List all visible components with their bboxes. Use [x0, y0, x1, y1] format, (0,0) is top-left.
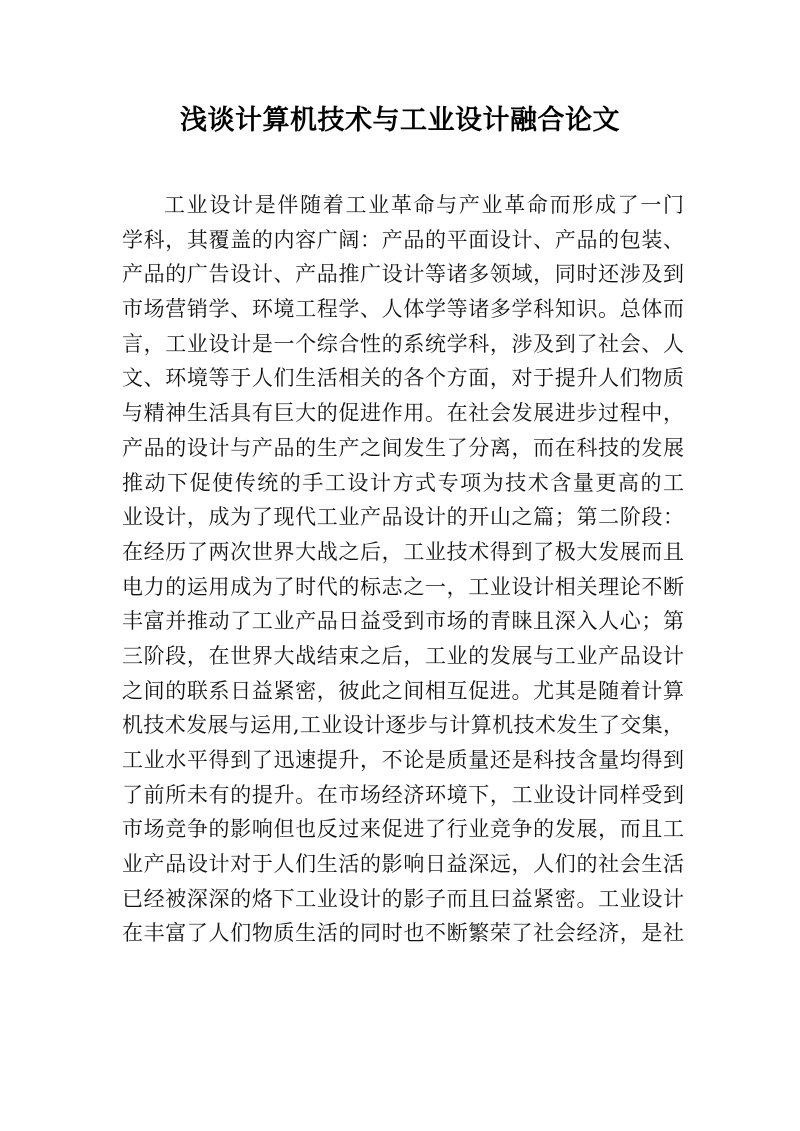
- paragraph-line: 与精神生活具有巨大的促进作用。在社会发展进步过程中，: [122, 401, 684, 426]
- paragraph-line: 文、环境等于人们生活相关的各个方面，对于提升人们物质: [122, 366, 684, 391]
- paragraph-line: 丰富并推动了工业产品日益受到市场的青睐且深入人心；第: [122, 609, 684, 634]
- paragraph-line: 三阶段，在世界大战结束之后，工业的发展与工业产品设计: [122, 643, 684, 668]
- paragraph-line: 推动下促使传统的手工设计方式专项为技术含量更高的工: [122, 470, 684, 495]
- paragraph-line: 之间的联系日益紧密，彼此之间相互促进。尤其是随着计算: [122, 678, 684, 703]
- document-title: 浅谈计算机技术与工业设计融合论文: [180, 105, 620, 136]
- paragraph-line: 工业水平得到了迅速提升，不论是质量还是科技含量均得到: [122, 748, 684, 772]
- paragraph-line: 在经历了两次世界大战之后，工业技术得到了极大发展而且: [122, 539, 684, 564]
- paragraph-line: 产品的广告设计、产品推广设计等诸多领域，同时还涉及到: [122, 262, 684, 287]
- paragraph-line: 电力的运用成为了时代的标志之一，工业设计相关理论不断: [122, 574, 684, 599]
- paragraph-line: 业设计，成为了现代工业产品设计的开山之篇；第二阶段：: [122, 505, 684, 530]
- paragraph-line: 市场竞争的影响但也反过来促进了行业竞争的发展，而且工: [122, 817, 684, 842]
- paragraph-line: 学科，其覆盖的内容广阔：产品的平面设计、产品的包装、: [122, 227, 684, 252]
- paragraph-line: 市场营销学、环境工程学、人体学等诸多学科知识。总体而: [122, 297, 684, 322]
- paragraph-line: 了前所未有的提升。在市场经济环境下，工业设计同样受到: [122, 782, 684, 807]
- paragraph-line: 已经被深深的烙下工业设计的影子而且曰益紧密。工业设计: [122, 886, 684, 911]
- paragraph-line: 产品的设计与产品的生产之间发生了分离，而在科技的发展: [122, 435, 684, 460]
- body-paragraph: [122, 188, 684, 951]
- paragraph-line: 工业设计是伴随着工业革命与产业革命而形成了一门: [164, 193, 684, 217]
- paragraph-line: 在丰富了人们物质生活的同时也不断繁荣了社会经济，是社: [122, 921, 684, 946]
- paragraph-line: 业产品设计对于人们生活的影响日益深远，人们的社会生活: [122, 852, 684, 877]
- paragraph-line: 言，工业设计是一个综合性的系统学科，涉及到了社会、人: [122, 331, 684, 356]
- paragraph-line: 机技术发展与运用,工业设计逐步与计算机技术发生了交集，: [122, 713, 684, 738]
